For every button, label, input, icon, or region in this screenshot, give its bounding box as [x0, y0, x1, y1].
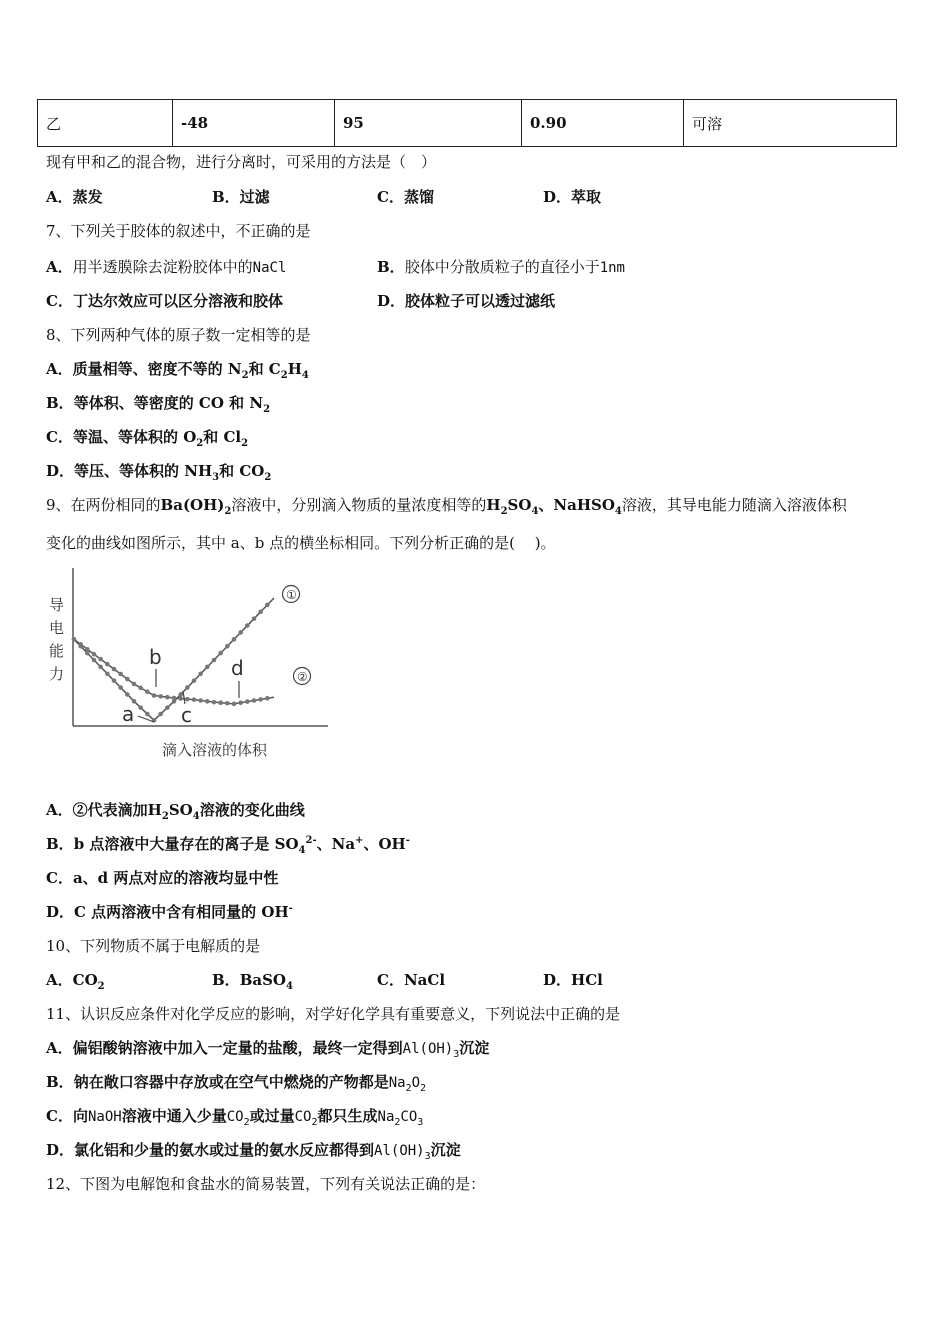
point-label-b: b [149, 645, 162, 669]
series-1-point [245, 623, 250, 628]
series-2-point [158, 694, 163, 699]
legend-label-2: ② [297, 670, 308, 684]
series-2-point [198, 698, 203, 703]
series-1-point [198, 671, 203, 676]
series-2-point [105, 662, 110, 667]
q8-option-a: A．质量相等、密度不等的 $N_2$和 $C_2H_4$ [46, 360, 309, 381]
series-2-point [265, 696, 270, 701]
series-1-point [252, 616, 257, 621]
q12-stem: 12、下图为电解饱和食盐水的简易装置，下列有关说法正确的是： [46, 1175, 486, 1193]
conductivity-graph [40, 560, 340, 765]
series-2-point [232, 702, 237, 707]
q8-stem: 8、下列两种气体的原子数一定相等的是 [46, 326, 311, 344]
series-1-point [258, 609, 263, 614]
q11-option-b: B．钠在敞口容器中存放或在空气中燃烧的产物都是$Na_2O_2$ [46, 1073, 427, 1094]
y-axis-label: 电 [49, 619, 65, 637]
table-cell: 0.90 [522, 100, 684, 147]
y-axis-label: 力 [49, 665, 65, 683]
series-2-point [185, 697, 190, 702]
series-2-point [252, 698, 257, 703]
table-cell: 乙 [38, 100, 173, 147]
series-2-point [192, 697, 197, 702]
q7-option-b: B．胶体中分散质粒子的直径小于1nm [377, 258, 625, 276]
series-1-point [158, 712, 163, 717]
series-1-point [105, 671, 110, 676]
q10-option-a: A．$CO_2$ [46, 971, 105, 992]
series-1-point [138, 705, 143, 710]
series-1-point [218, 651, 223, 656]
series-1-point [225, 644, 230, 649]
series-1-point [232, 637, 237, 642]
series-2-point [178, 696, 183, 701]
series-2-point [98, 657, 103, 662]
q10-option-d: D．HCl [543, 971, 603, 989]
series-2-point [225, 701, 230, 706]
series-1-point [145, 712, 150, 717]
table-cell: 可溶 [684, 100, 897, 147]
y-axis-label: 导 [49, 596, 65, 614]
point-label-c: c [181, 703, 192, 727]
series-1-point [238, 630, 243, 635]
series-2-point [145, 689, 150, 694]
series-1-point [112, 678, 117, 683]
series-2-point [92, 652, 97, 657]
legend-label-1: ① [286, 588, 297, 602]
series-2-point [238, 700, 243, 705]
series-1-point [98, 665, 103, 670]
series-2-point [132, 682, 137, 687]
series-1-point [125, 692, 130, 697]
series-2-point [212, 700, 217, 705]
q9-stem: 9、在两份相同的$Ba(OH)_2$溶液中，分别滴入物质的量浓度相等的$H_2SO_4$、NaHSO$_4$溶液，其导电能力随滴入溶液体积 [46, 496, 847, 517]
series-2-point [218, 700, 223, 705]
series-1-point [92, 658, 97, 663]
series-line-2 [74, 639, 274, 703]
q11-option-d: D．氯化铝和少量的氨水或过量的氨水反应都得到$Al(OH)_3$沉淀 [46, 1141, 461, 1162]
q7-option-d: D．胶体粒子可以透过滤纸 [377, 292, 556, 310]
table-cell: 95 [335, 100, 522, 147]
q9-option-a: A．②代表滴加$H_2SO_4$溶液的变化曲线 [46, 801, 305, 822]
series-1-point [192, 678, 197, 683]
series-2-point [138, 686, 143, 691]
series-2-point [118, 672, 123, 677]
series-2-point [205, 699, 210, 704]
q9-option-c: C．a、d 两点对应的溶液均显中性 [46, 869, 279, 887]
series-2-point [258, 697, 263, 702]
series-1-point [178, 692, 183, 697]
series-2-point [85, 647, 90, 652]
q8-option-c: C．等温、等体积的 $O_2$和 $Cl_2$ [46, 428, 249, 449]
q10-stem: 10、下列物质不属于电解质的是 [46, 937, 261, 955]
series-2-point [78, 642, 83, 647]
table-row [38, 100, 897, 147]
series-2-point [172, 696, 177, 701]
q9-stem-line2: 变化的曲线如图所示，其中 a、b 点的横坐标相同。下列分析正确的是( )。 [46, 534, 556, 552]
properties-table [37, 99, 897, 147]
table-cell: -48 [173, 100, 335, 147]
x-axis-label: 滴入溶液的体积 [162, 741, 268, 759]
q7-option-a: A．用半透膜除去淀粉胶体中的NaCl [46, 258, 287, 276]
q9-option-b: B．b 点溶液中大量存在的离子是 $SO_4^{2-}$、Na+、OH- [46, 835, 410, 856]
q11-stem: 11、认识反应条件对化学反应的影响，对学好化学具有重要意义，下列说法中正确的是 [46, 1005, 621, 1023]
series-2-point [72, 637, 77, 642]
q6-option-b: B．过滤 [212, 188, 270, 206]
series-1-point [265, 603, 270, 608]
series-1-point [118, 685, 123, 690]
q7-stem: 7、下列关于胶体的叙述中，不正确的是 [46, 222, 311, 240]
q6-option-a: A．蒸发 [46, 188, 103, 206]
series-2-point [112, 667, 117, 672]
point-label-a: a [122, 702, 135, 726]
series-2-point [125, 677, 130, 682]
q8-option-b: B．等体积、等密度的 CO 和 $N_2$ [46, 394, 271, 415]
q6-stem: 现有甲和乙的混合物，进行分离时，可采用的方法是（ ） [46, 153, 437, 171]
q9-option-d: D．C 点两溶液中含有相同量的 OH- [46, 903, 293, 921]
q6-option-c: C．蒸馏 [377, 188, 434, 206]
q11-option-c: C．向NaOH溶液中通入少量$CO_2$或过量$CO_2$都只生成$Na_2CO_3$ [46, 1107, 424, 1128]
series-2-point [165, 695, 170, 700]
series-2-point [152, 693, 157, 698]
series-1-point [205, 665, 210, 670]
series-1-point [165, 705, 170, 710]
q8-option-d: D．等压、等体积的 $NH_3$和 $CO_2$ [46, 462, 272, 483]
q10-option-c: C．NaCl [377, 971, 446, 989]
series-2-point [245, 699, 250, 704]
series-1-point [185, 685, 190, 690]
q6-option-d: D．萃取 [543, 188, 602, 206]
q11-option-a: A．偏铝酸钠溶液中加入一定量的盐酸，最终一定得到$Al(OH)_3$沉淀 [46, 1039, 490, 1060]
series-1-point [212, 658, 217, 663]
q7-option-c: C．丁达尔效应可以区分溶液和胶体 [46, 292, 283, 310]
q10-option-b: B．BaSO$_4$ [212, 971, 293, 992]
point-label-d: d [231, 656, 244, 680]
y-axis-label: 能 [49, 642, 65, 660]
